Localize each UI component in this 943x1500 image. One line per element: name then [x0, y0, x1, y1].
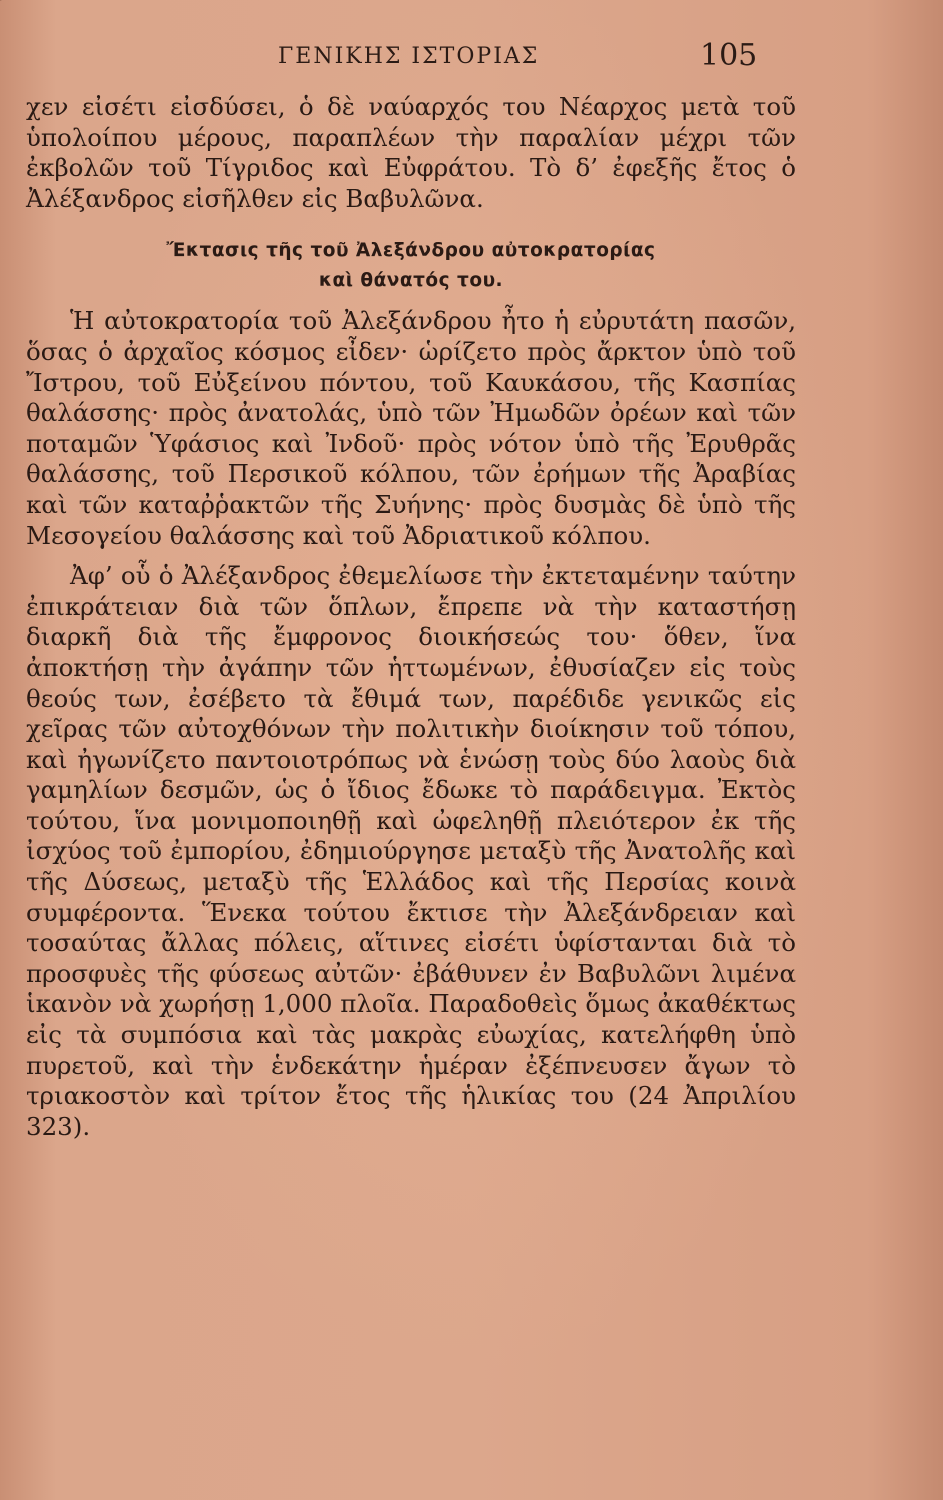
- paragraph-administration-death: Ἀφ’ οὗ ὁ Ἀλέξανδρος ἐθεμελίωσε τὴν ἐκτεταμένην ταύτην ἐπικράτειαν διὰ τῶν ὅπλων, ἔπρεπε νὰ τὴν καταστήσῃ διαρκῆ διὰ τῆς ἔμφρονος διοικήσεώς του· ὅθεν, ἵνα ἀποκτήσῃ τὴν ἀγάπην τῶν ἡττωμένων, ἐθυσίαζεν εἰς τοὺς θεούς των, ἐσέβετο τὰ ἔθιμά των, παρέδιδε γενικῶς εἰς χεῖρας τῶν αὐτοχθόνων τὴν πολιτικὴν διοίκησιν τοῦ τόπου, καὶ ἠγωνίζετο παντοιοτρόπως νὰ ἑνώσῃ τοὺς δύο λαοὺς διὰ γαμηλίων δεσμῶν, ὡς ὁ ἴδιος ἔδωκε τὸ παράδειγμα. Ἐκτὸς τούτου, ἵνα μονιμοποιηθῇ καὶ ὠφεληθῇ πλειότερον ἐκ τῆς ἰσχύος τοῦ ἐμπορίου, ἐδημιούργησε μεταξὺ τῆς Ἀνατολῆς καὶ τῆς Δύσεως, μεταξὺ τῆς Ἑλλάδος καὶ τῆς Περσίας κοινὰ συμφέροντα. Ἕνεκα τούτου ἔκτισε τὴν Ἀλεξάνδρειαν καὶ τοσαύτας ἄλλας πόλεις, αἵτινες εἰσέτι ὑφίστανται διὰ τὸ προσφυὲς τῆς φύσεως αὐτῶν· ἐβάθυνεν ἐν Βαβυλῶνι λιμένα ἱκανὸν νὰ χωρήσῃ 1,000 πλοῖα. Παραδοθεὶς ὅμως ἀκαθέκτως εἰς τὰ συμπόσια καὶ τὰς μακρὰς εὐωχίας, κατελήφθη ὑπὸ πυρετοῦ, καὶ τὴν ἑνδεκάτην ἡμέραν ἐξέπνευσεν ἄγων τὸ τριακοστὸν καὶ τρίτον ἔτος τῆς ἡλικίας του (24 Ἀπριλίου 323).: [26, 561, 796, 1141]
- page-body: [26, 92, 796, 1142]
- page-corner-mark: [0, 0, 73, 34]
- paragraph-empire-extent: Ἡ αὐτοκρατορία τοῦ Ἀλεξάνδρου ἦτο ἡ εὐρυτάτη πασῶν, ὅσας ὁ ἀρχαῖος κόσμος εἶδεν· ὡρίζετο πρὸς ἄρκτον ὑπὸ τοῦ Ἴστρου, τοῦ Εὐξείνου πόντου, τοῦ Καυκάσου, τῆς Κασπίας θαλάσσης· πρὸς ἀνατολάς, ὑπὸ τῶν Ἠμωδῶν ὀρέων καὶ τῶν ποταμῶν Ὑφάσιος καὶ Ἰνδοῦ· πρὸς νότον ὑπὸ τῆς Ἐρυθρᾶς θαλάσσης, τοῦ Περσικοῦ κόλπου, τῶν ἐρήμων τῆς Ἀραβίας καὶ τῶν καταῤῥακτῶν τῆς Συήνης· πρὸς δυσμὰς δὲ ὑπὸ τῆς Μεσογείου θαλάσσης καὶ τοῦ Ἀδριατικοῦ κόλπου.: [26, 306, 796, 550]
- running-title: ΓΕΝΙΚΗΣ ΙΣΤΟΡΙΑΣ: [278, 44, 540, 69]
- page-number: 105: [700, 38, 758, 73]
- section-heading-line-2: καὶ θάνατός του.: [318, 270, 504, 292]
- section-heading-line-1: Ἔκτασις τῆς τοῦ Ἀλεξάνδρου αὐτοκρατορίας: [166, 240, 656, 262]
- page-header: [0, 38, 943, 78]
- opening-paragraph: χεν εἰσέτι εἰσδύσει, ὁ δὲ ναύαρχός του Νέαρχος μετὰ τοῦ ὑπολοίπου μέρους, παραπλέων τὴν παραλίαν μέχρι τῶν ἐκβολῶν τοῦ Τίγριδος καὶ Εὐφράτου. Τὸ δ’ ἐφεξῆς ἔτος ὁ Ἀλέξανδρος εἰσῆλθεν εἰς Βαβυλῶνα.: [26, 92, 796, 213]
- section-heading: [26, 236, 796, 296]
